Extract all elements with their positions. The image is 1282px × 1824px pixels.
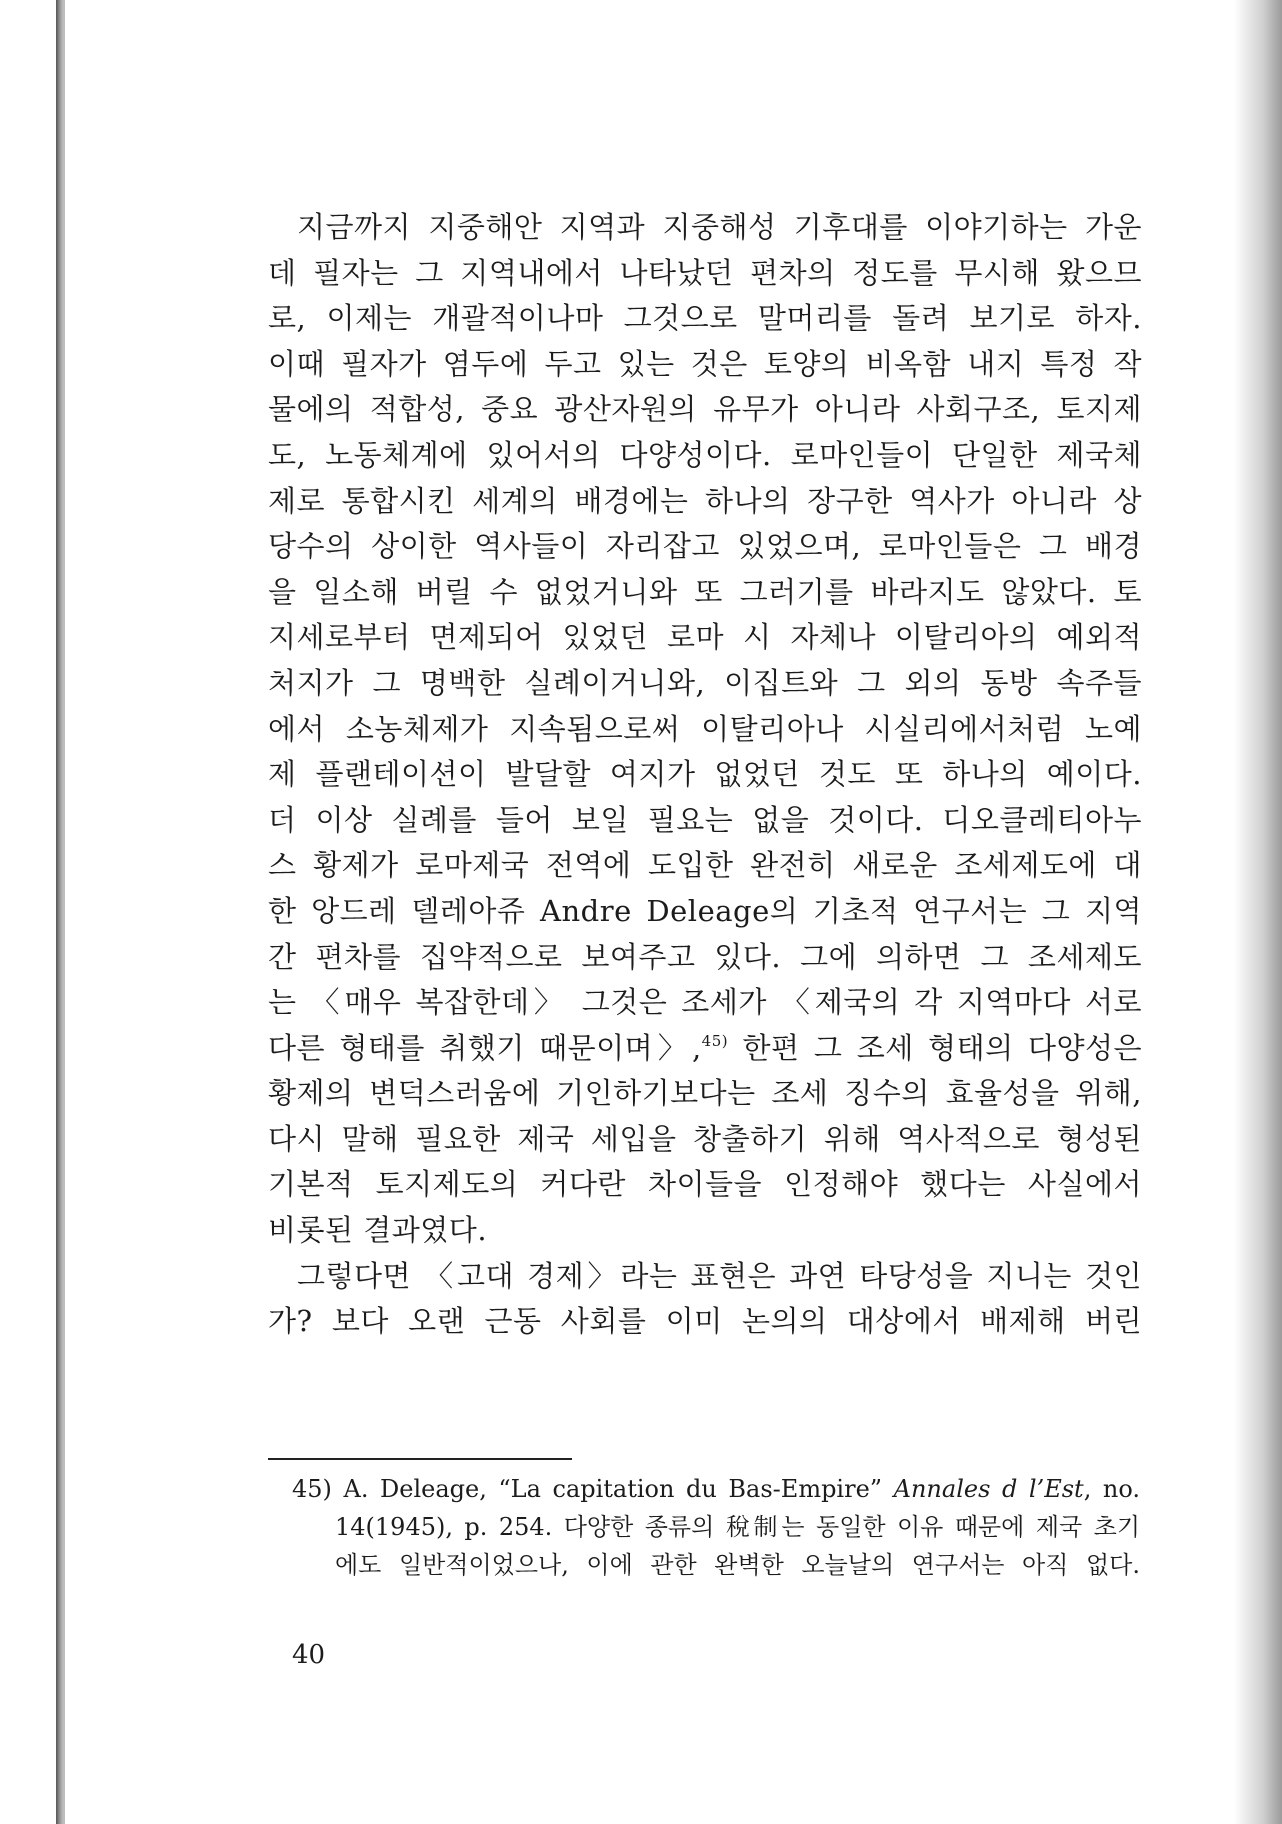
text-line: 가? 보다 오랜 근동 사회를 이미 논의의 대상에서 배제해 버린 [268,1304,1142,1339]
text-line: 지세로부터 면제되어 있었던 로마 시 자체나 이탈리아의 예외적 [268,620,1142,655]
text-line: 더 이상 실례를 들어 보일 필요는 없을 것이다. 디오클레티아누 [268,802,1142,837]
text-line: 로, 이제는 개괄적이나마 그것으로 말머리를 돌려 보기로 하자. [268,301,1142,336]
text-line: 물에의 적합성, 중요 광산자원의 유무가 아니라 사회구조, 토지제 [268,392,1142,427]
text-line: 한 앙드레 델레아쥬 Andre Deleage의 기초적 연구서는 그 지역 [268,893,1142,928]
text-line: 스 황제가 로마제국 전역에 도입한 완전히 새로운 조세제도에 대 [268,848,1142,883]
text-line: 비롯된 결과였다. [268,1213,488,1248]
footnote-divider [268,1458,572,1460]
text-line: 황제의 변덕스러움에 기인하기보다는 조세 징수의 효율성을 위해, [268,1076,1142,1111]
footnote-citation: A. Deleage, “La capitation du Bas-Empire” [343,1475,883,1503]
text-line: 에서 소농체제가 지속됨으로써 이탈리아나 시실리에서처럼 노예 [268,711,1142,746]
footnote-line: 에도 일반적이었으나, 이에 관한 완벽한 오늘날의 연구서는 아직 없다. [335,1551,1140,1579]
text-line: 데 필자는 그 지역내에서 나타났던 편차의 정도를 무시해 왔으므 [268,255,1142,290]
text-line: 제로 통합시킨 세계의 배경에는 하나의 장구한 역사가 아니라 상 [268,483,1142,518]
footnote-line: 14(1945), p. 254. 다양한 종류의 稅制는 동일한 이유 때문에 제국 초기 [335,1513,1140,1541]
text-line: 다시 말해 필요한 제국 세입을 창출하기 위해 역사적으로 형성된 [268,1121,1142,1156]
main-text [268,205,1142,1345]
text-line: 도, 노동체계에 있어서의 다양성이다. 로마인들이 단일한 제국체 [268,437,1142,472]
text-line: 제 플랜테이션이 발달할 여지가 없었던 것도 또 하나의 예이다. [268,757,1142,792]
footnote-number: 45) [292,1475,332,1503]
footnote-reference: 45) [701,1031,729,1050]
text-line: 당수의 상이한 역사들이 자리잡고 있었으며, 로마인들은 그 배경 [268,529,1142,564]
text-line: 그렇다면 〈고대 경제〉라는 표현은 과연 타당성을 지니는 것인 [297,1258,1142,1293]
footnote [292,1470,1140,1584]
text-segment: 한편 그 조세 형태의 다양성은 [728,1030,1143,1065]
text-line: 처지가 그 명백한 실례이거니와, 이집트와 그 외의 동방 속주들 [268,665,1142,700]
text-line: 간 편차를 집약적으로 보여주고 있다. 그에 의하면 그 조세제도 [268,939,1142,974]
text-line: 기본적 토지제도의 커다란 차이들을 인정해야 했다는 사실에서 [268,1167,1142,1202]
text-line: 는 〈매우 복잡한데〉 그것은 조세가 〈제국의 각 지역마다 서로 [268,985,1142,1020]
page-edge-shadow [1234,0,1282,1824]
page-number: 40 [292,1640,326,1670]
book-spine-edge [56,0,65,1824]
journal-title: Annales d l’Est [893,1475,1084,1503]
text-line: 이때 필자가 염두에 두고 있는 것은 토양의 비옥함 내지 특정 작 [268,346,1142,381]
text-line-with-footnote [268,1026,1142,1072]
footnote-line [292,1470,1140,1508]
text-segment: 다른 형태를 취했기 때문이며〉, [268,1030,702,1065]
text-line: 을 일소해 버릴 수 없었거니와 또 그러기를 바라지도 않았다. 토 [268,574,1142,609]
footnote-citation-tail: , no. [1083,1475,1140,1503]
text-line: 지금까지 지중해안 지역과 지중해성 기후대를 이야기하는 가운 [297,210,1142,244]
